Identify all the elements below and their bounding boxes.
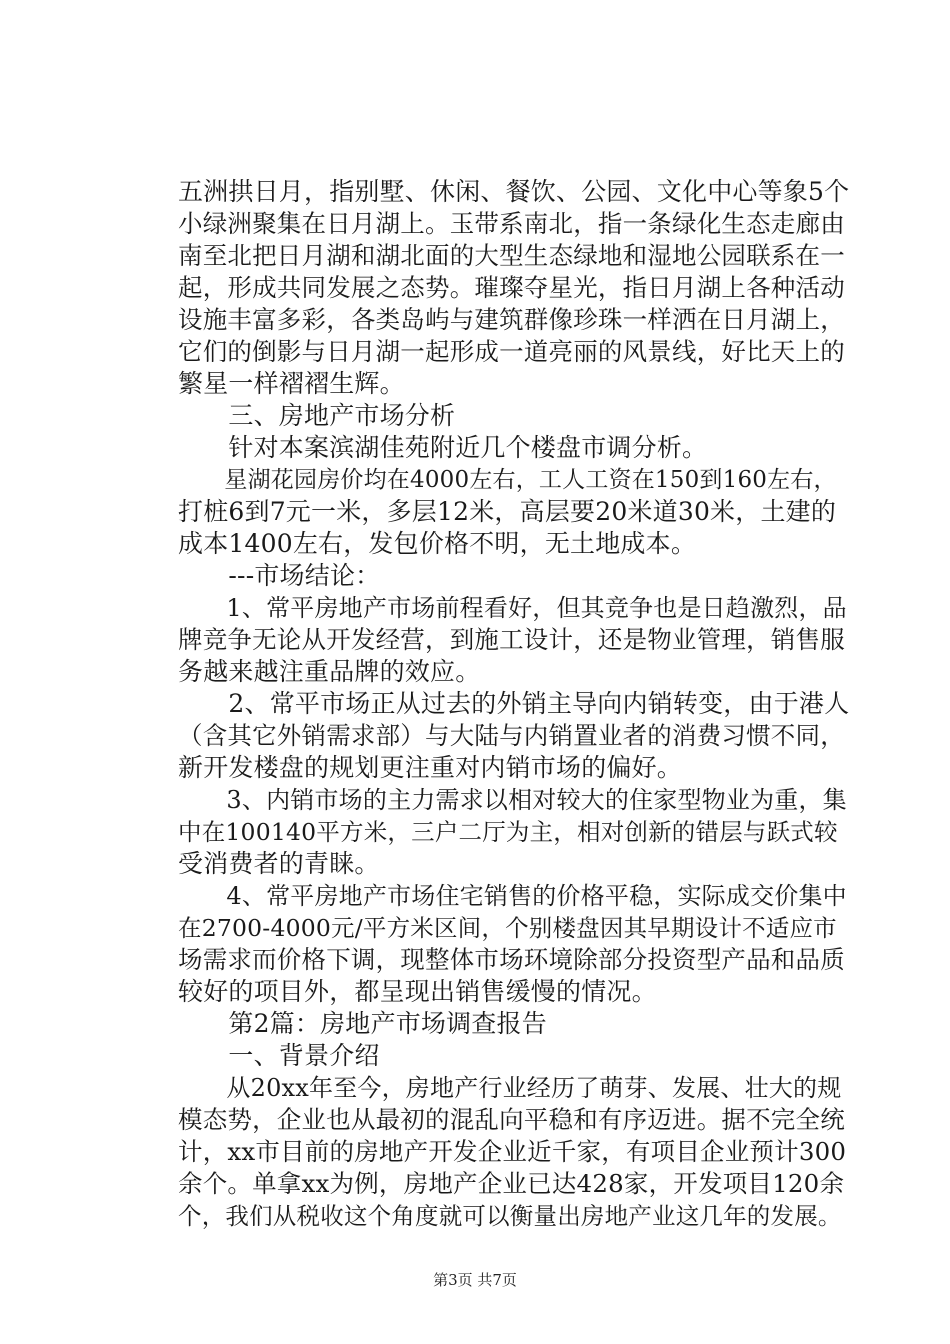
text-line: 起，形成共同发展之态势。璀璨夺星光，指日月湖上各种活动 [178, 273, 845, 302]
text-line: 务越来越注重品牌的效应。 [178, 657, 481, 686]
text-line: 设施丰富多彩，各类岛屿与建筑群像珍珠一样洒在日月湖上， [178, 305, 845, 334]
page-footer: 第3页 共7页 [433, 1271, 517, 1289]
text-line: 打桩6到7元一米，多层12米，高层要20米道30米，土建的 [178, 497, 837, 526]
text-line: 小绿洲聚集在日月湖上。玉带系南北，指一条绿化生态走廊由 [178, 209, 845, 238]
text-line: 五洲拱日月，指别墅、休闲、餐饮、公园、文化中心等象5个 [178, 177, 850, 206]
text-line: 三、房地产市场分析 [178, 401, 456, 430]
text-line: ---市场结论： [178, 561, 381, 590]
text-line: 它们的倒影与日月湖一起形成一道亮丽的风景线，好比天上的 [178, 337, 845, 366]
text-line: 南至北把日月湖和湖北面的大型生态绿地和湿地公园联系在一 [178, 241, 845, 270]
text-line: 3、内销市场的主力需求以相对较大的住家型物业为重，集 [178, 786, 847, 814]
text-line: 4、常平房地产市场住宅销售的价格平稳，实际成交价集中 [178, 882, 847, 910]
text-line: 在2700-4000元/平方米区间，个别楼盘因其早期设计不适应市 [178, 914, 837, 942]
document-body [178, 176, 850, 1232]
text-line: 中在100140平方米，三户二厅为主，相对创新的错层与跃式较 [178, 818, 838, 846]
text-line: 新开发楼盘的规划更注重对内销市场的偏好。 [178, 753, 683, 782]
text-line: 针对本案滨湖佳苑附近几个楼盘市调分析。 [178, 433, 708, 462]
text-line: 牌竞争无论从开发经营，到施工设计，还是物业管理，销售服 [178, 625, 845, 654]
text-line: 一、背景介绍 [178, 1041, 380, 1070]
text-line: 计，xx市目前的房地产开发企业近千家，有项目企业预计300 [178, 1137, 847, 1166]
text-line: 星湖花园房价均在4000左右，工人工资在150到160左右， [178, 467, 837, 493]
text-line: 2、常平市场正从过去的外销主导向内销转变，由于港人 [178, 689, 850, 718]
text-line: 繁星一样褶褶生辉。 [178, 369, 405, 398]
text-line: 个，我们从税收这个角度就可以衡量出房地产业这几年的发展。 [178, 1202, 842, 1230]
text-line: 场需求而价格下调，现整体市场环境除部分投资型产品和品质 [178, 945, 845, 974]
text-line: 较好的项目外，都呈现出销售缓慢的情况。 [178, 977, 657, 1006]
text-line: 受消费者的青睐。 [178, 849, 380, 878]
text-line: 成本1400左右，发包价格不明，无土地成本。 [178, 529, 697, 558]
text-line: （含其它外销需求部）与大陆与内销置业者的消费习惯不同， [178, 721, 845, 750]
text-line: 模态势，企业也从最初的混乱向平稳和有序迈进。据不完全统 [178, 1105, 845, 1134]
text-line: 1、常平房地产市场前程看好，但其竞争也是日趋激烈，品 [178, 594, 847, 622]
text-line: 余个。单拿xx为例，房地产企业已达428家，开发项目120余 [178, 1169, 845, 1198]
text-line: 第2篇：房地产市场调查报告 [178, 1009, 547, 1038]
text-line: 从20xx年至今，房地产行业经历了萌芽、发展、壮大的规 [178, 1074, 842, 1102]
